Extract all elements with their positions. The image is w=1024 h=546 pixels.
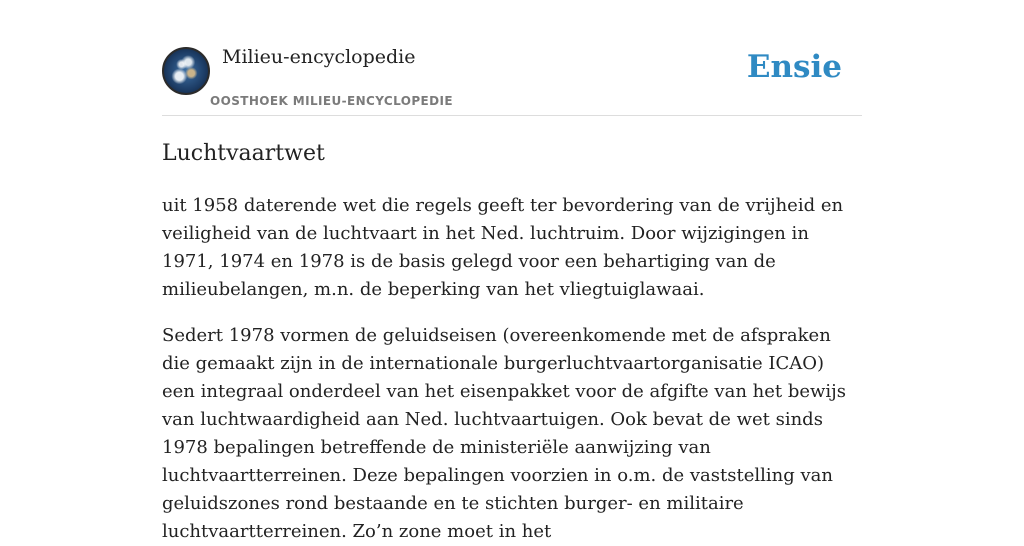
article-paragraph: uit 1958 daterende wet die regels geeft ter bevordering van de vrijheid en veiligheid van de luchtvaart in het Ned. luchtruim. Door wijzigingen in 1971, 1974 en 1978 is de basis gelegd voor een behartiging van de milieubelangen, m.n. de beperking van het vliegtuiglawaai.: [162, 195, 844, 300]
site-header: [162, 40, 862, 116]
article-title: Luchtvaartwet: [162, 141, 325, 166]
earth-globe-icon[interactable]: [162, 47, 210, 95]
ensie-logo-link[interactable]: Ensie: [746, 49, 842, 85]
site-name-link[interactable]: Milieu-encyclopedie: [222, 46, 416, 68]
article-paragraph: Sedert 1978 vormen de geluidseisen (overeenkomende met de afspraken die gemaakt zijn in de internationale burgerluchtvaartorganisatie ICAO) een integraal onderdeel van het eisenpakket voor de afgifte van het bewijs van luchtwaardigheid aan Ned. luchtvaartuigen. Ook bevat de wet sinds 1978 bepalingen betreffende de ministeriële aanwijzing van luchtvaartterreinen. Deze bepalingen voorzien in o.m. de vaststelling van geluidszones rond bestaande en te stichten burger- en militaire luchtvaartterreinen. Zo’n zone moet in het: [162, 325, 846, 542]
site-subtitle: OOSTHOEK MILIEU-ENCYCLOPEDIE: [210, 94, 453, 108]
article: [162, 138, 862, 546]
